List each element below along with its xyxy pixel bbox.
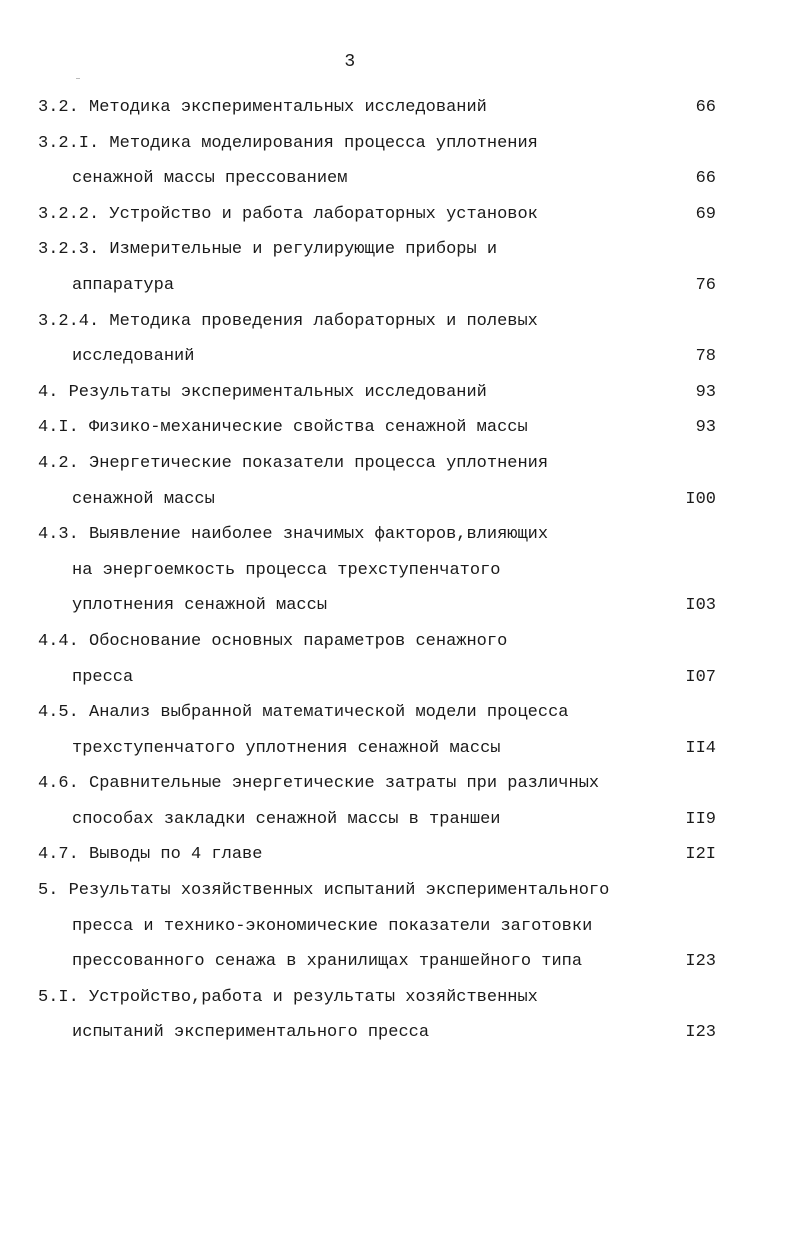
toc-entry-page: 78 bbox=[695, 347, 716, 367]
toc-entry-page: I07 bbox=[685, 667, 716, 687]
toc-entry-text: трехступенчатого уплотнения сенажной массы bbox=[72, 738, 501, 758]
toc-entry bbox=[38, 375, 720, 411]
toc-entry-text: 3.2.3. Измерительные и регулирующие приборы и bbox=[38, 240, 498, 260]
toc-entry bbox=[38, 873, 720, 909]
toc-entry-text: сенажной массы bbox=[72, 489, 215, 509]
toc-entry-text: способах закладки сенажной массы в траншеи bbox=[72, 809, 501, 829]
toc-entry-text: 4.6. Сравнительные энергетические затраты при различных bbox=[38, 774, 600, 794]
toc-entry bbox=[38, 90, 720, 126]
toc-entry-text: 5.I. Устройство,работа и результаты хозяйственных bbox=[38, 987, 538, 1007]
toc-entry bbox=[38, 837, 720, 873]
toc-entry bbox=[38, 410, 720, 446]
toc-entry-text: 4.7. Выводы по 4 главе bbox=[38, 845, 263, 865]
toc-entry-page: 93 bbox=[695, 418, 716, 438]
toc-entry-text: 4.2. Энергетические показатели процесса уплотнения bbox=[38, 453, 549, 473]
toc-entry-page: II9 bbox=[685, 809, 716, 829]
toc-entry-page: 93 bbox=[695, 382, 716, 402]
scan-speck bbox=[76, 78, 80, 79]
page-number: 3 bbox=[344, 52, 356, 72]
toc-entry-text: 5. Результаты хозяйственных испытаний экспериментального bbox=[38, 881, 610, 901]
toc-entry-page: I23 bbox=[685, 1023, 716, 1043]
toc-entry bbox=[38, 944, 720, 980]
toc-entry-page: 69 bbox=[695, 204, 716, 224]
toc-entry bbox=[38, 695, 720, 731]
toc-entry bbox=[38, 553, 720, 589]
toc-entry bbox=[38, 161, 720, 197]
toc-entry-page: I2I bbox=[685, 845, 716, 865]
toc-entry-text: исследований bbox=[72, 347, 195, 367]
toc-entry-page: I23 bbox=[685, 952, 716, 972]
toc-entry-text: 4.5. Анализ выбранной математической модели процесса bbox=[38, 703, 569, 723]
toc-entry-text: сенажной массы прессованием bbox=[72, 169, 348, 189]
toc-entry bbox=[38, 482, 720, 518]
toc-entry bbox=[38, 339, 720, 375]
toc-entry bbox=[38, 909, 720, 945]
toc-entry-page: I00 bbox=[685, 489, 716, 509]
toc-entry-text: 4.3. Выявление наиболее значимых факторов,влияющих bbox=[38, 525, 549, 545]
toc-entry-text: 3.2.2. Устройство и работа лабораторных установок bbox=[38, 204, 538, 224]
toc-entry-page: II4 bbox=[685, 738, 716, 758]
toc-entry bbox=[38, 624, 720, 660]
toc-entry bbox=[38, 517, 720, 553]
toc-entry-text: аппаратура bbox=[72, 275, 175, 295]
toc-entry-page: I03 bbox=[685, 596, 716, 616]
toc-entry bbox=[38, 980, 720, 1016]
toc-entry-text: 3.2.I. Методика моделирования процесса уплотнения bbox=[38, 133, 538, 153]
toc-entry-text: на энергоемкость процесса трехступенчатого bbox=[72, 560, 501, 580]
toc-entry-text: 3.2.4. Методика проведения лабораторных и полевых bbox=[38, 311, 538, 331]
toc-entry bbox=[38, 197, 720, 233]
toc-entry bbox=[38, 766, 720, 802]
toc-entry-text: 4.4. Обоснование основных параметров сенажного bbox=[38, 631, 508, 651]
toc-entry-text: 3.2. Методика экспериментальных исследований bbox=[38, 98, 487, 117]
table-of-contents bbox=[38, 90, 720, 1051]
toc-entry bbox=[38, 731, 720, 767]
toc-entry bbox=[38, 588, 720, 624]
toc-entry-text: пресса bbox=[72, 667, 134, 687]
toc-entry bbox=[38, 1015, 720, 1051]
toc-entry-text: пресса и технико-экономические показатели заготовки bbox=[72, 916, 593, 936]
toc-entry bbox=[38, 446, 720, 482]
toc-entry-page: 76 bbox=[695, 275, 716, 295]
toc-entry bbox=[38, 268, 720, 304]
toc-entry-text: 4. Результаты экспериментальных исследований bbox=[38, 382, 487, 402]
toc-entry bbox=[38, 304, 720, 340]
toc-entry-text: прессованного сенажа в хранилищах траншейного типа bbox=[72, 952, 583, 972]
toc-entry-text: уплотнения сенажной массы bbox=[72, 596, 328, 616]
toc-entry-page: 66 bbox=[695, 169, 716, 189]
toc-entry-page: 66 bbox=[695, 98, 716, 117]
toc-entry bbox=[38, 232, 720, 268]
toc-entry bbox=[38, 802, 720, 838]
toc-entry bbox=[38, 660, 720, 696]
toc-entry-text: 4.I. Физико-механические свойства сенажной массы bbox=[38, 418, 528, 438]
toc-entry-text: испытаний экспериментального пресса bbox=[72, 1023, 430, 1043]
toc-entry bbox=[38, 126, 720, 162]
